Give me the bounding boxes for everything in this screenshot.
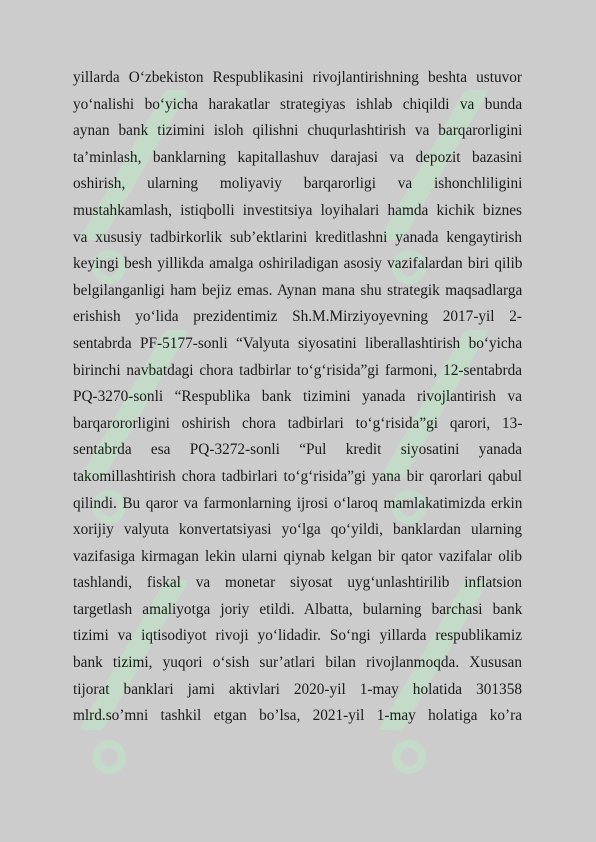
text-line: yillarda O‘zbekiston Respublikasini rivojlantirishning beshta ustuvor [73,69,522,86]
text-line: aynan bank tizimini isloh qilishni chuqurlashtirish va barqarorligini [73,122,523,140]
text-line: barqarororligini oshirish chora tadbirlari to‘g‘risida”gi qarori, 13- [73,414,523,432]
text-line: sentabrda PF-5177-sonli “Valyuta siyosatini liberallashtirish bo‘yicha [73,334,523,352]
text-line: PQ-3270-sonli “Respublika bank tizimini yanada rivojlantirish va [73,388,522,406]
text-line: vazifasiga kirmagan lekin ularni qiynab kelgan bir qator vazifalar olib [73,547,522,565]
text-line: erishish yo‘lida prezidentimiz Sh.M.Mirziyoyevning 2017-yil 2- [73,308,522,326]
watermark-dot-shape [92,740,126,774]
watermark-dot-shape [392,740,426,774]
text-line: belgilanganligi ham bejiz emas. Aynan mana shu strategik maqsadlarga [73,281,523,299]
text-line: mustahkamlash, istiqbolli investitsiya loyihalari hamda kichik biznes [73,201,522,219]
body-text [73,65,522,730]
text-line: mlrd.so’mni tashkil etgan bo’lsa, 2021-yil 1-may holatiga ko’ra [73,707,522,725]
text-line: tashlandi, fiskal va monetar siyosat uyg‘unlashtirilib inflatsion [73,574,522,592]
text-line: qilindi. Bu qaror va farmonlarning ijrosi o‘laroq mamlakatimizda erkin [73,494,523,512]
text-line: takomillashtirish chora tadbirlari to‘g‘risida”gi yana bir qarorlari qabul [73,467,522,485]
text-line: yo‘nalishi bo‘yicha harakatlar strategiyas ishlab chiqildi va bunda [73,95,523,113]
text-line: sentabrda esa PQ-3272-sonli “Pul kredit siyosatini yanada [73,441,523,459]
text-line: oshirish, ularning moliyaviy barqarorligi va ishonchliligini [73,175,523,193]
text-line: va xususiy tadbirkorlik sub’ektlarini kreditlashni yanada kengaytirish [73,228,522,246]
text-line: tizimi va iqtisodiyot rivoji yo‘lidadir. So‘ngi yillarda respublikamiz [73,627,522,645]
text-line: xorijiy valyuta konvertatsiyasi yo‘lga qo‘yildi, banklardan ularning [73,521,522,539]
text-line: keyingi besh yillikda amalga oshiriladigan asosiy vazifalardan biri qilib [73,255,523,273]
text-line: tijorat banklari jami aktivlari 2020-yil 1-may holatida 301358 [73,680,522,698]
text-line: birinchi navbatdagi chora tadbirlar to‘g‘risida”gi farmoni, 12-sentabrda [73,361,523,379]
text-line: targetlash amaliyotga joriy etildi. Albatta, bularning barchasi bank [73,600,523,618]
text-line: bank tizimi, yuqori o‘sish sur’atlari bilan rivojlanmoqda. Xususan [73,654,522,672]
text-line: ta’minlash, banklarning kapitallashuv darajasi va depozit bazasini [73,148,523,166]
